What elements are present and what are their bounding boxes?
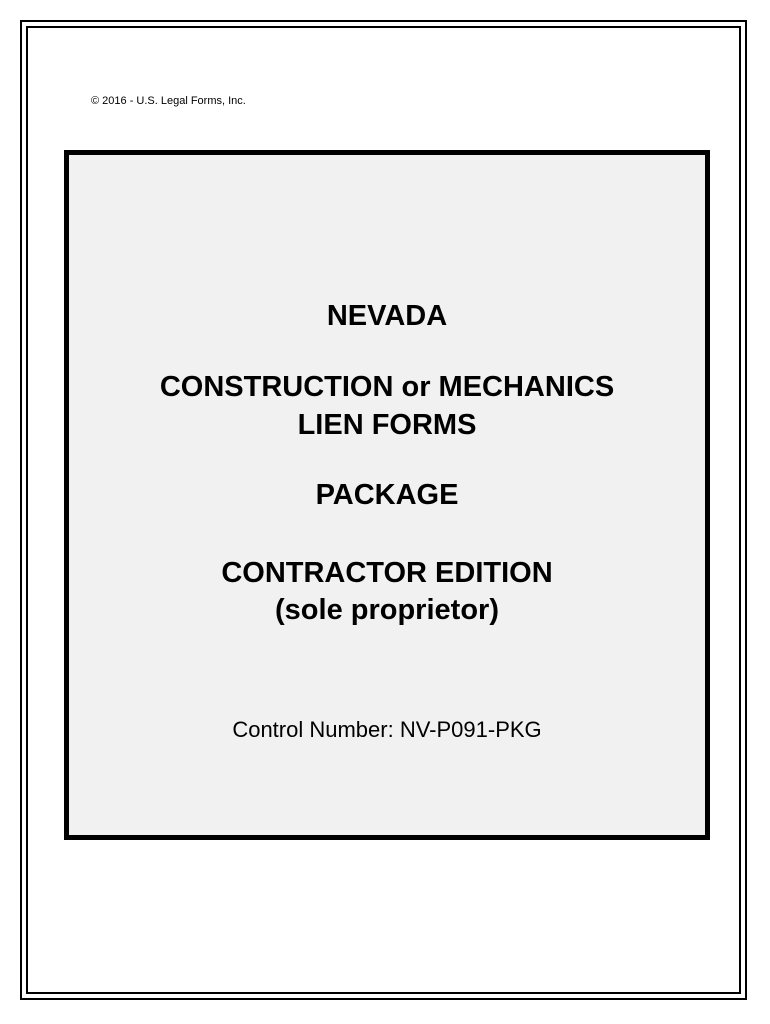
edition-line-2: (sole proprietor) (275, 594, 499, 626)
title-line-1: CONSTRUCTION or MECHANICS (159, 371, 615, 403)
state-heading: NEVADA (326, 300, 448, 332)
copyright-notice: © 2016 - U.S. Legal Forms, Inc. (91, 95, 246, 107)
control-number: Control Number: NV-P091-PKG (232, 717, 542, 742)
package-heading: PACKAGE (315, 479, 459, 511)
title-line-2: LIEN FORMS (297, 409, 477, 441)
edition-line-1: CONTRACTOR EDITION (221, 557, 553, 589)
cover-title-box (64, 150, 710, 840)
